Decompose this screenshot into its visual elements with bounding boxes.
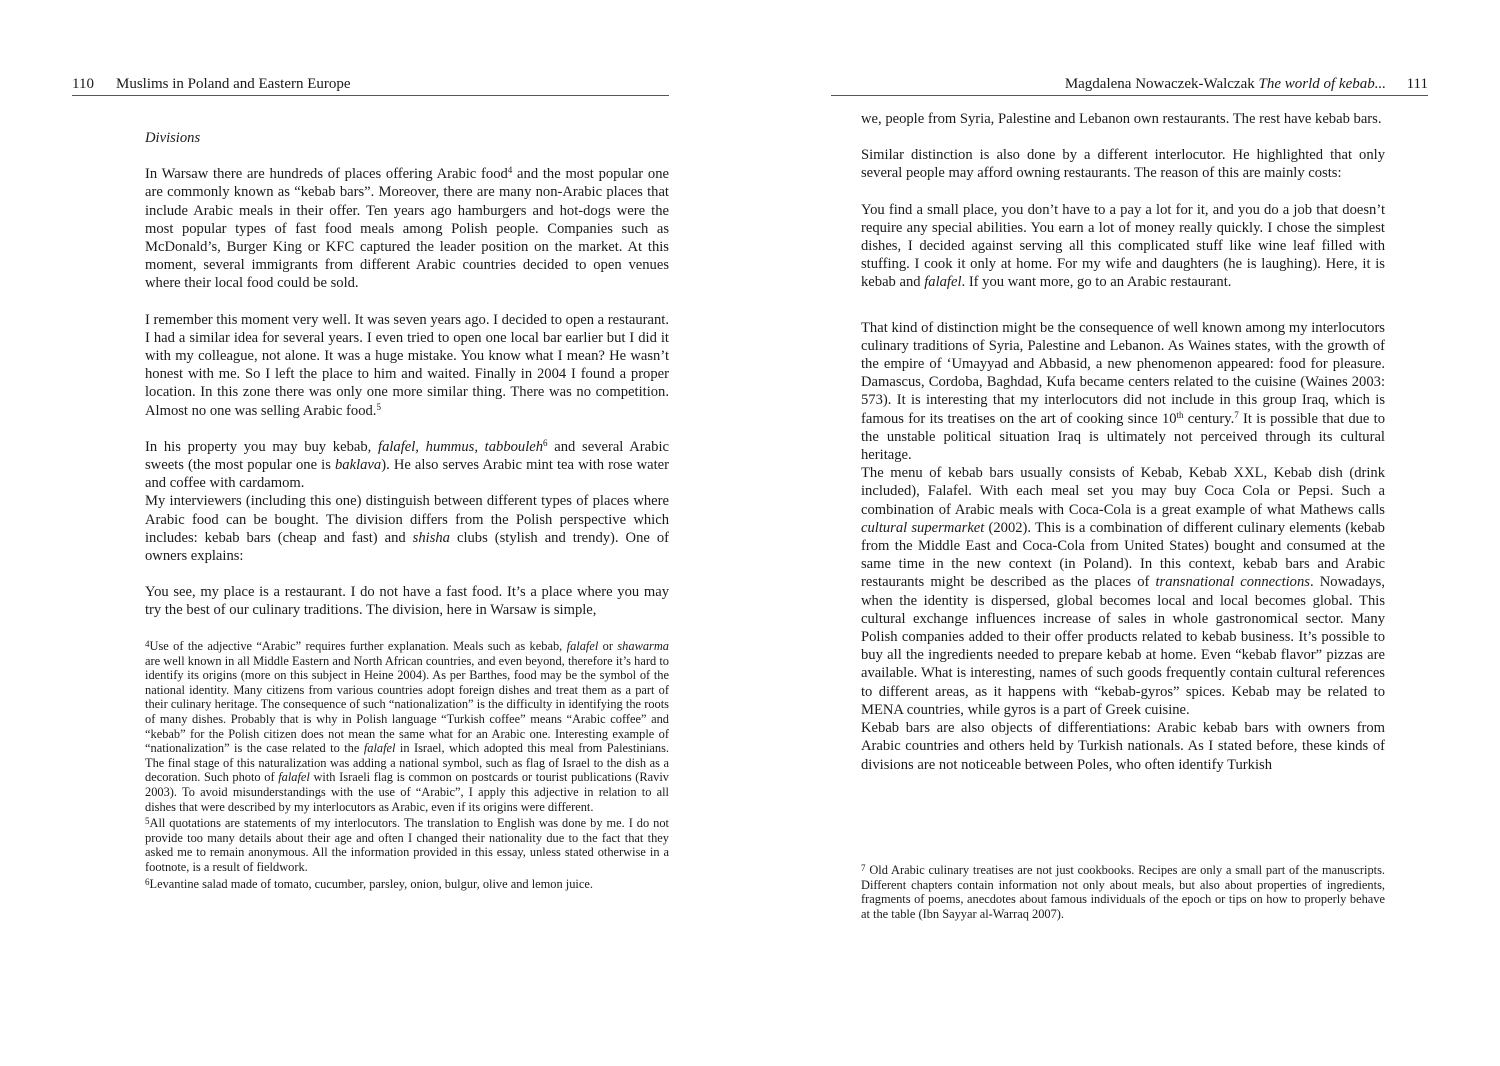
block-quote: I remember this moment very well. It was seven years ago. I decided to open a restaurant. I had a similar idea for several years. I even tried to open one local bar earlier but I did it with my colleague, not alone. It was a huge mistake. You know what I mean? He wasn’t honest with me. So I left the place to him and waited. Finally in 2004 I found a proper location. In this zone there was only one more similar thing. There was no competition. Almost no one was selling Arabic food.$^5$ (145, 311, 669, 419)
footnotes-right (861, 861, 1385, 921)
running-header-left (72, 71, 669, 96)
footnote: $^4$Use of the adjective “Arabic” requires further explanation. Meals such as kebab, falafel or shawarma are well known in all Middle Eastern and North African countries, and even beyond, therefore it’s hard to identify its origins (more on this subject in Heine 2004). As per Barthes, food may be the symbol of the national identity. Many citizens from various countries adopt foreign dishes and treat them as a part of their culinary heritage. The consequence of such “nationalization” is the difficulty in identifying the roots of many dishes. Probably that is why in Polish language “Turkish coffee” means “Arabic coffee” and “kebab” for the Polish citizen does not mean the same what for an Arabic one. Interesting example of “nationalization” is the case related to the falafel in Israel, which adopted this meal from Palestinians. The final stage of this naturalization was adding a national symbol, such as flag of Israel to the dish as a decoration. Such photo of falafel with Israeli flag is common on postcards or tourist publications (Raviv 2003). To avoid misunderstandings with the use of “Arabic”, I apply this adjective in relation to all dishes that were described by my interlocutors as Arabic, even if its origins were different. (145, 639, 669, 814)
footnote-ref[interactable]: 4 (507, 165, 513, 176)
paragraph: In his property you may buy kebab, falafel, hummus, tabbouleh$^6$ and several Arabic sweets (the most popular one is baklava). He also serves Arabic mint tea with rose water and coffee with cardamom. (145, 437, 669, 492)
page-number: 111 (1406, 76, 1428, 92)
running-title: Muslims in Poland and Eastern Europe (116, 76, 351, 92)
footnote: $^5$All quotations are statements of my interlocutors. The translation to English was done by me. I do not provide too many details about their age and often I changed their nationality due to the fact that they asked me to remain anonymous. All the information provided in this essay, unless stated otherwise in a footnote, is a result of fieldwork. (145, 816, 669, 874)
page-number: 110 (72, 76, 94, 92)
running-header-right (831, 71, 1428, 96)
footnote-ref[interactable]: 6 (543, 437, 548, 448)
paragraph: Similar distinction is also done by a different interlocutor. He highlighted that only several people may afford owning restaurants. The reason of this are mainly costs: (861, 147, 1385, 182)
running-title: Magdalena Nowaczek-Walczak The world of kebab... (1064, 76, 1386, 92)
section-title: Divisions (145, 130, 201, 146)
footnote: $^6$Levantine salad made of tomato, cucumber, parsley, onion, bulgur, olive and lemon juice. (145, 876, 593, 891)
paragraph: My interviewers (including this one) distinguish between different types of places where Arabic food can be bought. The division differs from the Polish perspective which includes: kebab bars (cheap and fast) and shisha clubs (stylish and trendy). One of owners explains: (145, 493, 669, 565)
block-quote: You find a small place, you don’t have to a pay a lot for it, and you do a job that doesn’t require any special abilities. You earn a lot of money really quickly. I chose the simplest dishes, I decided against serving all this complicated stuff like wine leaf filled with stuffing. I cook it only at home. For my wife and daughters (he is laughing). Here, it is kebab and falafel. If you want more, go to an Arabic restaurant. (861, 201, 1385, 291)
paragraph: In Warsaw there are hundreds of places offering Arabic food$^4$ and the most popular one are commonly known as “kebab bars”. Moreover, there are many non-Arabic places that include Arabic meals in their offer. Ten years ago hamburgers and hot-dogs were the most popular types of fast food meals among Polish people. Companies such as McDonald’s, Burger King or KFC captured the leader position on the market. At this moment, several immigrants from different Arabic countries decided to open venues where their local food could be sold. (145, 165, 669, 292)
footnote-ref[interactable]: 5 (376, 401, 381, 412)
paragraph: The menu of kebab bars usually consists of Kebab, Kebab XXL, Kebab dish (drink included), Falafel. With each meal set you may buy Coca Cola or Pepsi. Such a combination of Arabic meals with Coca-Cola is a great example of what Mathews calls cultural supermarket (2002). This is a combination of different culinary elements (kebab from the Middle East and Coca-Cola from United States) bought and consumed at the same time in the new context (in Poland). In this context, kebab bars and Arabic restaurants might be described as the places of transnational connections. Nowadays, when the identity is dispersed, global becomes local and local becomes global. This cultural exchange influences increase of sales in whole gastronomical sector. Many Polish companies added to their offer products related to kebab business. It’s possible to buy all the ingredients needed to prepare kebab at home. Even “kebab flavor” pizzas are available. What is interesting, names of such goods frequently contain cultural references to different areas, as it happens with “kebab-gyros” spices. Kebab may be related to MENA countries, while gyros is a part of Greek cuisine. (861, 465, 1385, 718)
paragraph: Kebab bars are also objects of differentiations: Arabic kebab bars with owners from Arabic countries and others held by Turkish nationals. As I stated before, these kinds of divisions are not noticeable between Poles, who often identify Turkish (861, 720, 1385, 773)
block-quote: we, people from Syria, Palestine and Lebanon own restaurants. The rest have kebab bars. (861, 111, 1382, 127)
block-quote: You see, my place is a restaurant. I do not have a fast food. It’s a place where you may try the best of our culinary traditions. The division, here in Warsaw is simple, (145, 584, 669, 619)
body-text-left (145, 110, 669, 620)
footnote-ref[interactable]: 7 (1234, 409, 1239, 420)
right-page (750, 0, 1500, 1066)
paragraph: That kind of distinction might be the consequence of well known among my interlocutors culinary traditions of Syria, Palestine and Lebanon. As Waines states, with the growth of the empire of ‘Umayyad and Abbasid, a new phenomenon appeared: food for pleasure. Damascus, Cordoba, Baghdad, Kufa became centers related to the cuisine (Waines 2003: 573). It is interesting that my interlocutors did not include in this group Iraq, which is famous for its treatises on the art of cooking since 10th century.$^7$ It is possible that due to the unstable political situation Iraq is ultimately not perceived through its cultural heritage. (861, 319, 1385, 464)
body-text-right (861, 110, 1385, 774)
footnotes-left (145, 637, 669, 891)
footnote: $^7$ Old Arabic culinary treatises are not just cookbooks. Recipes are only a small part of the manuscripts. Different chapters contain information not only about meals, but also about properties of ingredients, fragments of poems, anecdotes about famous individuals of the epoch or tips on how to properly behave at the table (Ibn Sayyar al-Warraq 2007). (861, 863, 1385, 921)
